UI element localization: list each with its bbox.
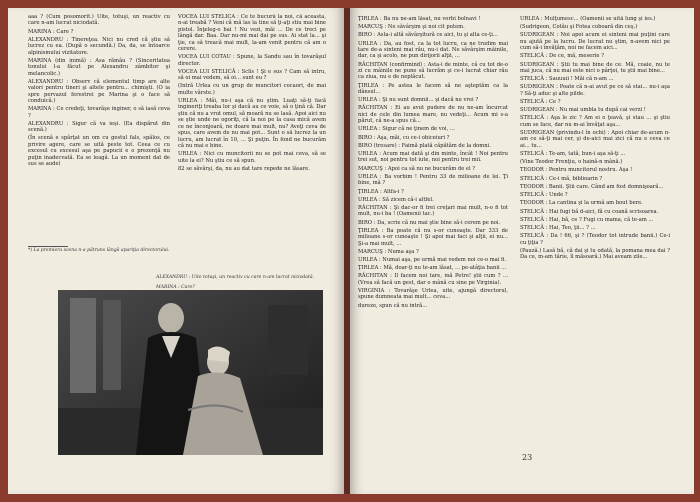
text-paragraph: STELICĂ : Ce-i mă, biblioarin ? [520, 175, 603, 182]
text-paragraph: SUDRIGEAN : Noi apoi acum ei sinteni mai puţini care nu ajută pe la lucru. De lucrat nu ştim, n-avem nici pe cum să-i învăţăm, noi ne facem aici... [520, 32, 670, 52]
text-paragraph: URLEA : Acum mai dată şi din minte, încât ! Noi pentru trei sut, noi pentru tot iute, noi pentru trei mii. [358, 151, 508, 164]
text-paragraph: ŢIRLEA : Mă, doar-ţi nu te-am lăsat, ... pe-atâţia banii ... [358, 265, 507, 272]
text-paragraph: BIRO : Da, scrie că nu mai ştie bine să-i cerem pe noi. [358, 219, 501, 226]
text-paragraph: STELICĂ : Hai, bă, ce ? Fugi cu mama, că te-am ... [520, 216, 654, 223]
text-paragraph: RĂCHITAN (confirmind) : Asta-i de minte, că cu tot de-o zi cu mâinile ne pune să lucrăm şi ce-i lucrat chiar rău ca ziua, nu e de neplăcut. [358, 61, 508, 81]
footnote-rule [28, 246, 68, 247]
text-paragraph: ŢIRLEA : Pe astea le facem să ne aşteptăm ca la dânsul... [358, 82, 508, 96]
text-paragraph: URLEA : Da, au fost, ca la tot lucru, ca ne trudim mai tare de-a sinteni mai rău, nu-i dat. Ne săvârşim mâinile, dar, ca şi acolo, ne pun dirijorii alţii, ... [358, 40, 508, 60]
text-paragraph: 82 se săvârşi, da, nu au dat tare repede ne lăsare. [178, 165, 310, 172]
text-paragraph: RĂCHITAN : Il facem noi tare, mă Petre! ştii cum ? ... (Vrea să facă un gest, dar o mână cu sine pe Virginia). [358, 273, 508, 286]
stage-photo [58, 290, 323, 455]
text-paragraph: STELICĂ : Hai, Teo, ţii... ? ... [520, 224, 596, 231]
text-paragraph: STELICĂ : Hai fugi bă d-aici, fă cu coană scrisoarea. [520, 208, 659, 215]
text-paragraph: VIRGINIA : Tovarăşe Urlea, uite, ajungă directorul, spune dumneata mai mult... ceva... [358, 287, 508, 301]
text-paragraph: ALEXANDRU : Observ că elementul timp are alte valori pentru tineri şi altele pentru... chimişti. (O ia spre pervazul ferestrei pe Marina şi o face să conduică.) [28, 78, 170, 105]
text-paragraph: BIRO : Aşa, măi, cu ce-i obiceiuri ? [358, 134, 450, 141]
text-paragraph: VOCEA LUI COTAU : Spune, la Sandu sau în tovarăşul director. [178, 54, 326, 67]
text-paragraph: STELICĂ : Ce ? [520, 99, 561, 106]
text-paragraph: TEODOR : Banii. Ştii care. Când am fost domnişoară... [520, 183, 664, 190]
text-paragraph: STELICĂ : Te-am, tată, bun-i aşa să-ţi ... [520, 151, 626, 158]
page-number: 23 [522, 453, 533, 462]
left-page [8, 8, 344, 494]
text-paragraph: STELICĂ : Da ! 66, şi ? (Teodor tot intrude banii.) Ce-i cu ţiţia ? [520, 233, 670, 246]
text-paragraph: STELICĂ : Aşa le zic ? Am ei o ţeavă, şi stau ... şi ştiu cum se face, dar nu m-ai învăţat aşa... [520, 115, 670, 128]
text-paragraph: MARINA : Care? [156, 284, 195, 290]
text-paragraph: MARCUŞ : Ne săvârşim şi noi cit putem. [358, 24, 465, 31]
text-paragraph: URLEA : Să zicem că-i altfel. [358, 196, 434, 203]
text-paragraph: STELICĂ : Sauuuii ! Măi că n-am ... [520, 76, 614, 83]
text-paragraph: VOCEA LUI STELICĂ : Sclis ! Şi e sus ? Cam să intru, să oi mai vedem, să oi... sunt eu ? [178, 68, 326, 82]
text-paragraph: URLEA : Mulţumesc... (Oamenii se uită lung şi ies.) [520, 16, 656, 22]
text-paragraph: dureze, spun că nu intră... [358, 302, 428, 309]
right-column-2 [520, 16, 670, 416]
text-paragraph: RĂCHITAN : Şi dac-or fi trei creţari mai mult, n-o fi tot mult, nu-i ba ! (Oamenii tac.) [358, 204, 508, 218]
text-paragraph: SUDRIGEAN (privindu-l în ochi) : Apoi chiar de-acum n-am ce să-ţi mai cer, şi de-aici mai zici că nu e ceva ce ai... tu... [520, 130, 670, 149]
right-page [350, 8, 694, 494]
text-paragraph: (Intră Urlea cu un grup de muncitori cocaori, de mai multe vârste.) [178, 83, 326, 96]
text-paragraph: URLEA : Sigur că ne ţinem de voi, ... [358, 126, 455, 133]
text-paragraph: ŢIRLEA : Altfa-i ? [358, 188, 404, 195]
right-column-1 [358, 16, 508, 478]
text-paragraph: URLEA : Ba vorbim ! Pentru 33 de milioane de lei. Ţi bine, mă ? [358, 173, 508, 187]
text-paragraph: URLEA : Şi nu sunt domnii... şi dacă nu vrei ? [358, 97, 479, 104]
text-paragraph: (În scenă e spărţat un om cu gestul fals, spălos, ce privire agere, care se uită peste tot. Ceea ce cu excesul cu excesul aşa pe papucii e o prezenţă nu puţin inadecvată. Ea se leagă. La un moment dat de sus se aude) [28, 135, 170, 168]
text-paragraph: ALEXANDRU : Sigur că va ieşi. (Ea dispărut din scenă.) [28, 120, 170, 134]
text-paragraph: SUDRIGEAN : Poate că n-ai avut pe ce să stai... nu-i aşa ? Să-ţi aduc şi alte pilde. [520, 84, 670, 97]
text-paragraph: MARINA (din inimă) : Asa rămâu ? (Sinceritatea tonului l-a făcut pe Alexandru zâmbitor şi melancolic.) [28, 57, 170, 77]
text-paragraph: TEODOR : La cantina şi la urmă am bout bere. [520, 200, 643, 207]
footnote: *) La premiera scena n-a pătruns lângă apariţia directorului. [28, 248, 170, 253]
text-paragraph: VOCEA LUI STELICĂ : Ce te bucură la noi, că aceasta, n-ai treabă ? Veni că mă las la tine să ţi-aţi stiu mai bine pistol. Înţeleg-o bai ! Nu vezi, măi ... De ce treci pe lângă dar. Baa. Dar nu-mi mai dai pe sus. Ai stat la... şi ţie, ca să treacă mai mult, la-am venit pentru că am o cerere. [178, 14, 326, 53]
text-paragraph: ALEXANDRU : Tinereţea. Nici nu cred că ştiu să lucrez cu ea. (După o secundă.) Da, da, se întoarce alpinismului vizitatore. [28, 36, 170, 56]
text-paragraph: (Pauză.) Lasă bă, că dai şi tu odată, la pomana mea dai ? Da ce, m-am tărie, îl măsoară.) Mai aveam zile... [520, 247, 670, 261]
text-paragraph: STELICĂ : Unde ? [520, 192, 568, 199]
text-paragraph: BIRO (tresare) : Faimă plată căpătăm de la domni. [358, 142, 491, 149]
text-paragraph: URLEA : Nici cu muncitorii nu se pot mai ceva, să se uite la ei? Nu ştiu ce să spun. [178, 151, 326, 164]
text-paragraph: MARCUŞ : Apoi ca să nu ne bucurăm de el ? [358, 165, 476, 172]
text-paragraph: ALEXANDRU : Uite totuşi, un reactiv cu care n-am lucrat niciodată. [156, 274, 315, 280]
text-paragraph: ŢIRLEA : Ba poate că nu s-or cunoaşte. Dar 333 de milioane s-or cunoaşte ! Şi apoi mai faci şi alţii, ei nu... Şi-a mai mult, ... [358, 227, 508, 247]
text-paragraph: MARCUŞ : Numa aşa ? [358, 248, 419, 255]
text-paragraph: URLEA : Măi, nu-i aşa că nu ştim. Luaţi să-ţi facă ingineriţi treaba lor şi dacă au ce voie, să o ţină că. Dar ştiu că nu a vrut omul, să moară nu se lasă. Apoi aici nu se ştie unde ne ogoriţi, că la noi pe la casa mică avem ce ne înconjoară, ne doare mai mult, nu? Aveţi ceva de spus, care avem de nu mai pot... Sunt o să lucrez la un lucru, am lucrat în 10, ... Şi puţin. În fond ne bucurăm că nu mai e bine. [178, 98, 326, 149]
text-paragraph: SUDRIGEAN : Ştii tu mai bine de ce. Mă, coaie, nu te mai juca, că nu mai este nici o pârţoi, tu ştii mai bine... [520, 61, 670, 75]
text-paragraph: (Sudrigeon, Cotău şi Fotea coboară din ceş.) [520, 24, 638, 31]
text-paragraph: (Vine Teodor Frenţiu, o haină-n mână.) [520, 159, 623, 166]
text-paragraph: TEODOR : Pentru muncitorul nostru. Aşa ! [520, 167, 633, 174]
text-paragraph: RĂCHITAN : Ei au avut pudere de nu ne-am încurcat nici de cele din lumea mare, nu vedeţi... Acum mi s-a părut, că ne-a spus că... [358, 105, 508, 125]
text-paragraph: ŢIRLEA : Ba nu ne-am lăsat, nu vorbi bolnavi ! [358, 16, 481, 22]
text-paragraph: BIRO : Asta-i altă săvârşitură ce aici, tu şi alta ce-ţi... [358, 32, 498, 39]
stage-photo-image [58, 290, 323, 455]
text-paragraph: SUDRIGEAN : Nu mai umbla tu după cai verzi ! [520, 107, 646, 114]
left-column-2 [178, 14, 326, 260]
text-paragraph: URLEA : Numai aşa, pe urmă mai vedem noi ce-o mai fi. [358, 256, 507, 263]
text-paragraph: aaa ? (Cum posomorît.) Uite, totuşi, un reactiv cu care n-am lucrat niciodată. [28, 14, 170, 27]
text-paragraph: MARINA : Care ? [28, 28, 74, 35]
text-paragraph: MARINA : Ce credeţi, tovarăşe inginer, o să iasă ceva ? [28, 106, 170, 119]
text-paragraph: STELICĂ : De ce, mă, meserie ? [520, 53, 604, 60]
